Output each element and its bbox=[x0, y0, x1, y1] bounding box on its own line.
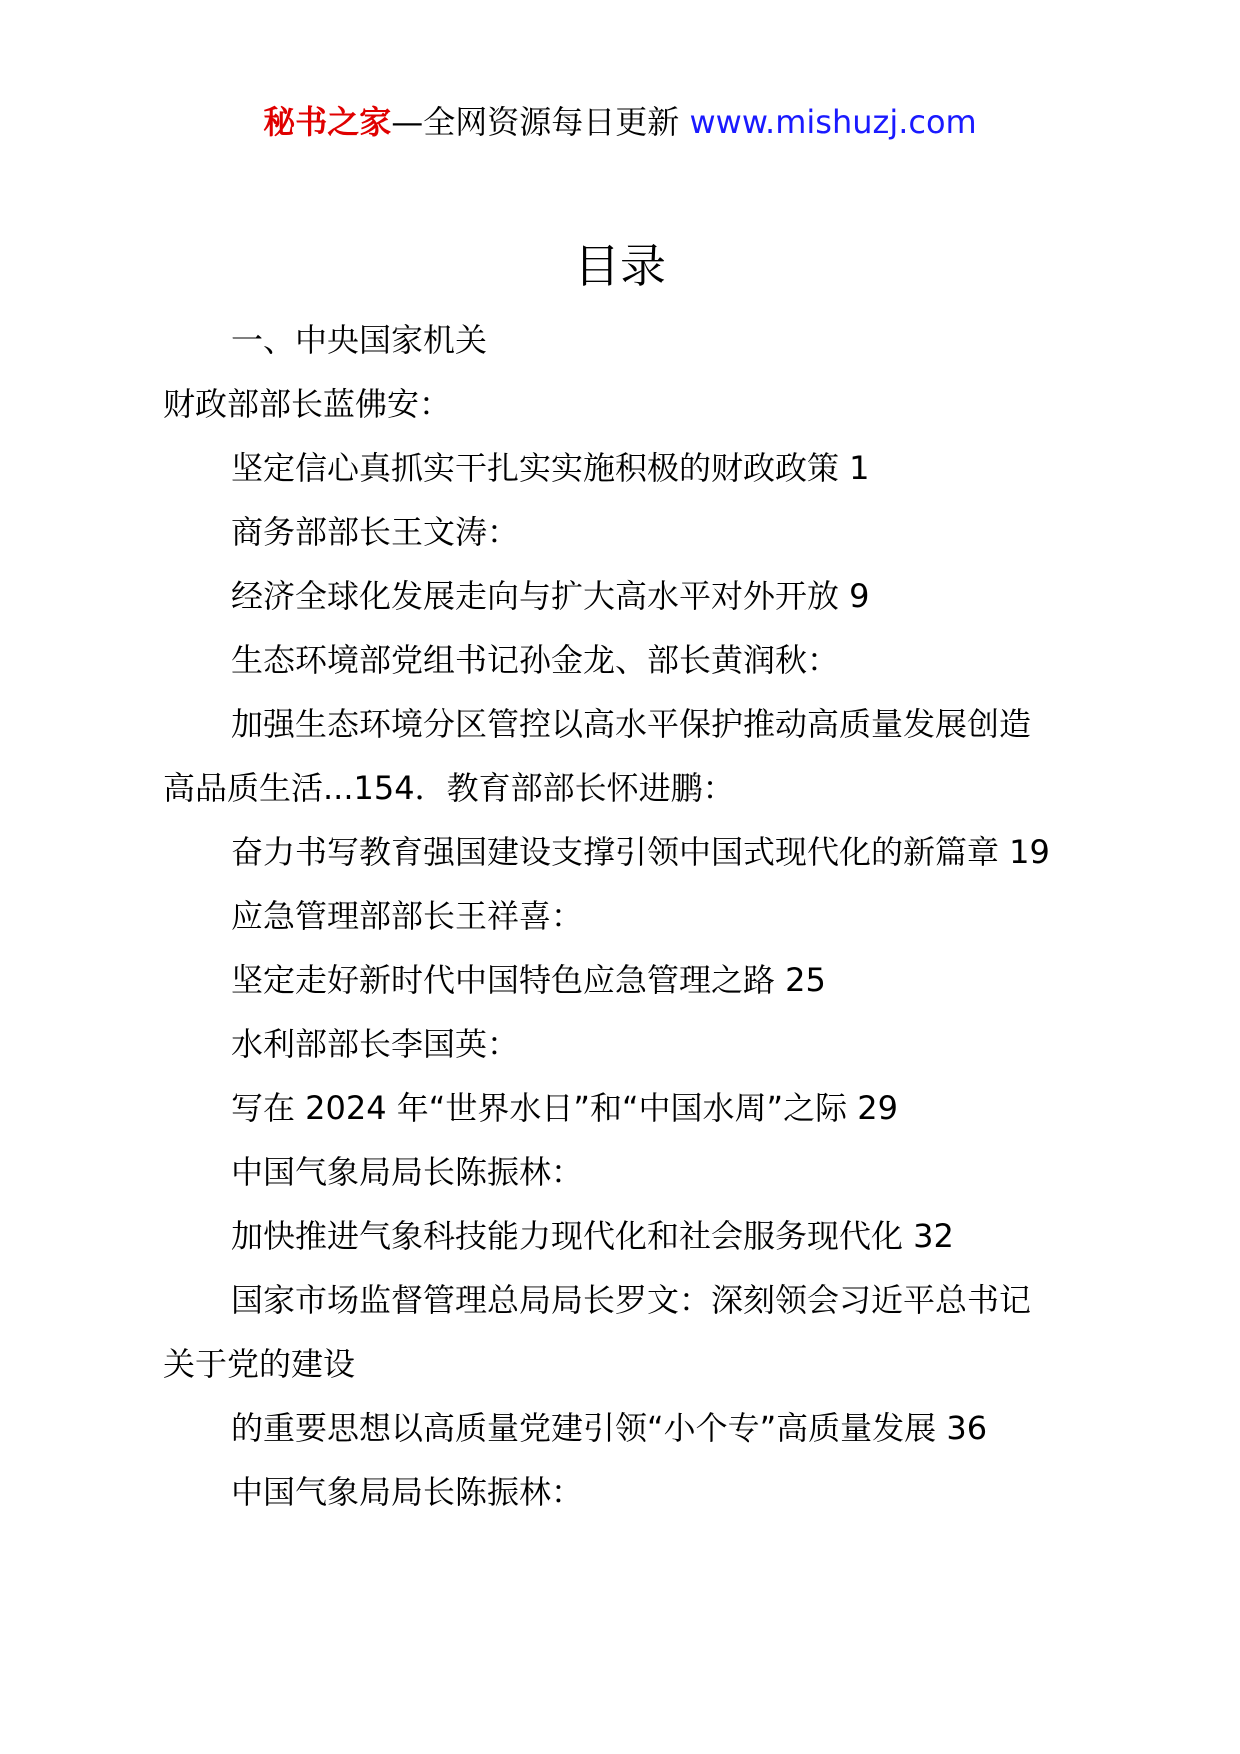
toc-line: 水利部部长李国英： bbox=[231, 1025, 520, 1063]
table-of-contents bbox=[163, 308, 1083, 1524]
toc-line: 奋力书写教育强国建设支撑引领中国式现代化的新篇章 19 bbox=[231, 833, 1050, 871]
toc-line: 生态环境部党组书记孙金龙、部长黄润秋： bbox=[231, 641, 840, 679]
toc-line: 应急管理部部长王祥喜： bbox=[231, 897, 584, 935]
toc-line: 高品质生活...154．教育部部长怀进鹏： bbox=[163, 769, 735, 807]
toc-line: 中国气象局局长陈振林： bbox=[231, 1153, 584, 1191]
toc-line: 的重要思想以高质量党建引领“小个专”高质量发展 36 bbox=[231, 1409, 988, 1447]
site-tagline: —全网资源每日更新 bbox=[391, 103, 680, 141]
toc-line: 加快推进气象科技能力现代化和社会服务现代化 32 bbox=[231, 1217, 954, 1255]
site-url-link[interactable]: www.mishuzj.com bbox=[689, 103, 977, 141]
toc-line: 经济全球化发展走向与扩大高水平对外开放 9 bbox=[231, 577, 870, 615]
toc-line: 中国气象局局长陈振林： bbox=[231, 1473, 584, 1511]
site-banner bbox=[0, 100, 1240, 144]
toc-line: 商务部部长王文涛： bbox=[231, 513, 520, 551]
toc-line: 国家市场监督管理总局局长罗文：深刻领会习近平总书记 bbox=[231, 1281, 1032, 1319]
site-brand: 秘书之家 bbox=[263, 103, 392, 141]
toc-line: 坚定走好新时代中国特色应急管理之路 25 bbox=[231, 961, 826, 999]
page-title: 目录 bbox=[574, 239, 666, 293]
toc-line: 一、中央国家机关 bbox=[231, 321, 488, 359]
toc-line: 加强生态环境分区管控以高水平保护推动高质量发展创造 bbox=[231, 705, 1032, 743]
toc-line: 财政部部长蓝佛安： bbox=[163, 385, 452, 423]
toc-line: 关于党的建设 bbox=[163, 1345, 356, 1383]
toc-line: 写在 2024 年“世界水日”和“中国水周”之际 29 bbox=[231, 1089, 898, 1127]
toc-line: 坚定信心真抓实干扎实实施积极的财政政策 1 bbox=[231, 449, 870, 487]
